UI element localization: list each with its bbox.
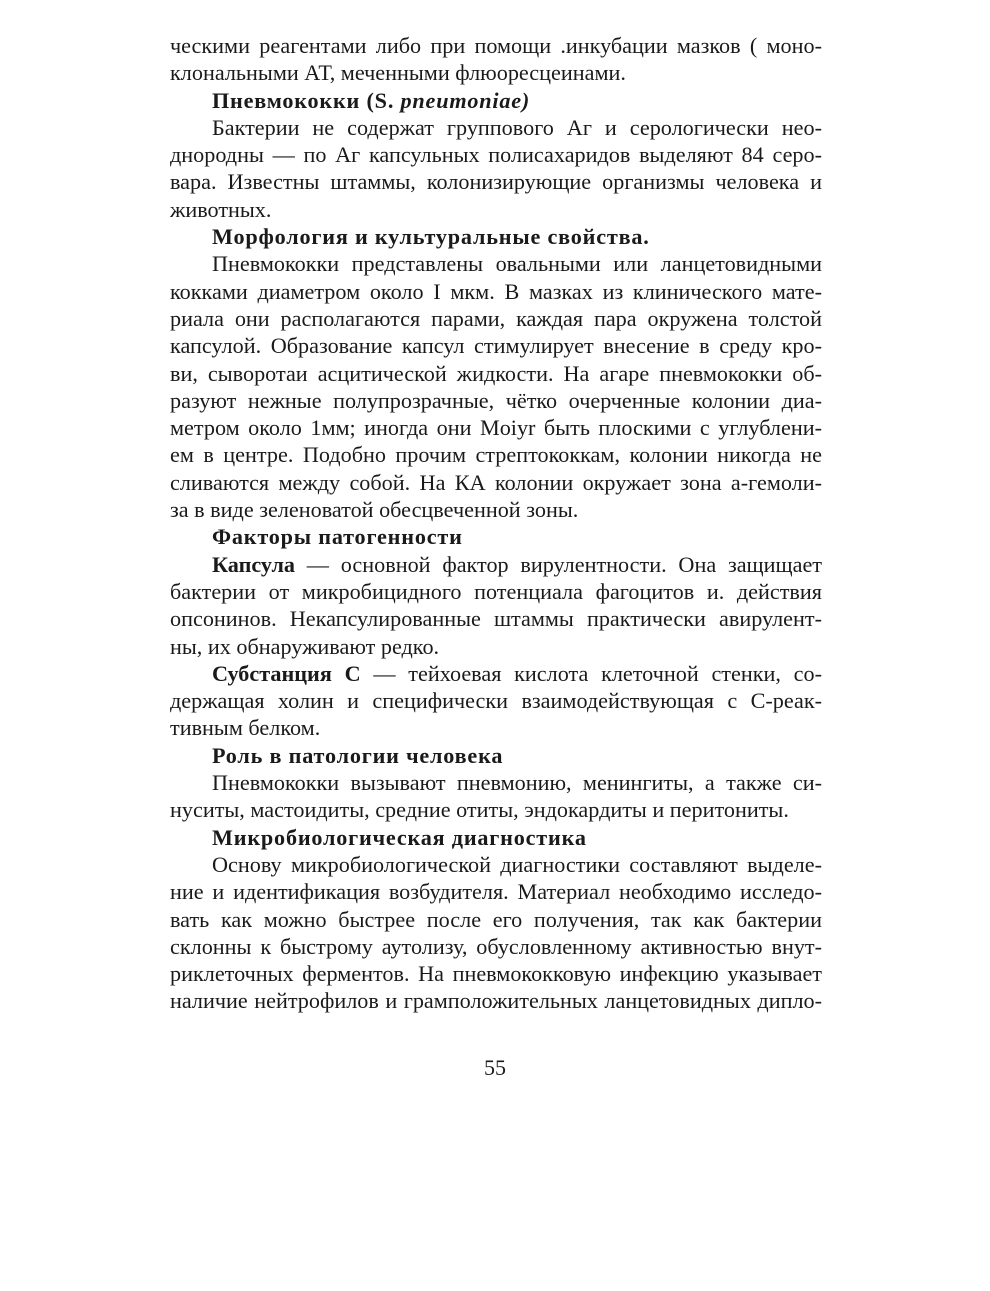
text-line: ем в центре. Подобно прочим стрептококкам, колонии никогда не (170, 442, 822, 468)
section-heading: Роль в патологии человека (212, 742, 504, 768)
text-line: бактерии от микробицидного потенциала фагоцитов и. действия (170, 578, 822, 604)
text-line: сливаются между собой. На КА колонии окружает зона а-гемоли- (170, 469, 822, 495)
section-heading: Факторы патогенности (212, 524, 463, 550)
heading-italic: pneumoniae) (400, 87, 531, 113)
text-line: Пневмококки вызывают пневмонию, менингиты, а также си- (212, 770, 822, 796)
text-line: держащая холин и специфически взаимодействующая с С-реак- (170, 688, 822, 714)
text-line: за в виде зеленоватой обесцвеченной зоны. (170, 497, 579, 523)
text-line: Пневмококки представлены овальными или ланцетовидными (212, 251, 822, 277)
book-page (170, 32, 822, 1015)
heading-text: Пневмококки (S. (212, 87, 401, 113)
text-line: риклеточных ферментов. На пневмококковую инфекцию указывает (170, 961, 822, 987)
text-line: разуют нежные полупрозрачные, чётко очерченные колонии диа- (170, 387, 822, 413)
text-line (170, 660, 822, 687)
text-line: капсулой. Образование капсул стимулирует внесение в среду кро- (170, 333, 822, 359)
line-rest: — тейхоевая кислота клеточной стенки, со- (360, 660, 822, 686)
text-line: наличие нейтрофилов и грамположительных ланцетовидных дипло- (170, 988, 822, 1014)
term-substance-c: Субстанция С (212, 660, 361, 686)
text-line: ны, их обнаруживают редко. (170, 633, 440, 659)
text-line: опсонинов. Некапсулированные штаммы практически авирулент- (170, 606, 822, 632)
text-line: риала они располагаются парами, каждая пара окружена толстой (170, 305, 822, 331)
text-line: вать как можно быстрее после его получения, так как бактерии (170, 906, 822, 932)
section-heading: Морфология и культуральные свойства. (212, 224, 650, 250)
text-line: ческими реагентами либо при помощи .инкубации мазков ( моно- (170, 33, 822, 58)
line-rest: — основной фактор вирулентности. Она защищает (295, 551, 822, 577)
text-line: склонны к быстрому аутолизу, обусловленному активностью внут- (170, 933, 822, 959)
term-capsule: Капсула (212, 551, 296, 577)
text-line: метром около 1мм; иногда они Moiyr быть плоскими с углублени- (170, 415, 822, 441)
text-line: тивным белком. (170, 715, 321, 741)
text-line: животных. (170, 196, 272, 222)
text-line: ви, сыворотаи асцитической жидкости. На агаре пневмококки об- (170, 360, 822, 386)
text-line: ние и идентификация возбудителя. Материал необходимо исследо- (170, 879, 822, 905)
text-line: вара. Известны штаммы, колонизирующие организмы человека и (170, 169, 822, 195)
page-number: 55 (484, 1055, 506, 1080)
text-line (170, 551, 822, 578)
text-line: нуситы, мастоидиты, средние отиты, эндокардиты и перитониты. (170, 797, 789, 823)
text-line: кокками диаметром около I мкм. В мазках из клинического мате- (170, 278, 822, 304)
section-heading-pneumococci (170, 87, 822, 114)
text-line: Основу микробиологической диагностики составляют выделе- (212, 851, 822, 877)
text-line: клональными АТ, меченными флюоресцеинами. (170, 60, 626, 86)
text-line: днородны — по Аг капсульных полисахаридов выделяют 84 серо- (170, 142, 822, 168)
section-heading: Микробиологическая диагностика (212, 824, 587, 850)
text-line: Бактерии не содержат группового Аг и серологически нео- (212, 114, 822, 140)
